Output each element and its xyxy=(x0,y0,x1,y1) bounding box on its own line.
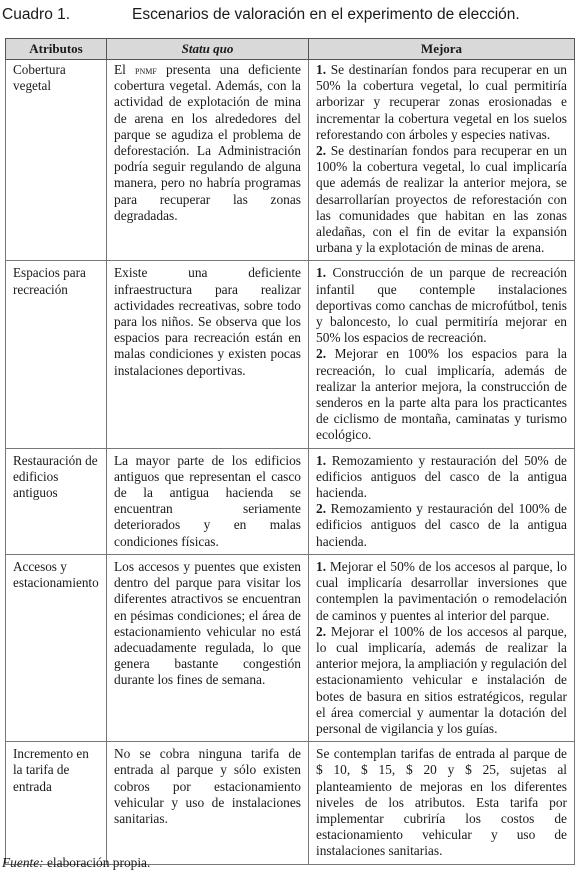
table-row xyxy=(6,554,575,741)
attribute-cell: Restauración de edificios antiguos xyxy=(6,448,107,554)
statu-quo-cell: Los accesos y puentes que existen dentro del parque para visitar los diferentes atractivos se encuentran en pésimas condiciones; el área de estacionamiento vehicular no está adecuadamente regulada, lo que genera bastante congestión durante los fines de semana. xyxy=(107,554,309,741)
source-text: elaboración propia. xyxy=(43,855,151,870)
attribute-cell: Cobertura vegetal xyxy=(6,60,107,261)
statu-quo-cell: La mayor parte de los edificios antiguos que representan el casco de la antigua hacienda se encuentran seriamente deteriorados y en malas condiciones físicas. xyxy=(107,448,309,554)
header-atributos: Atributos xyxy=(6,39,107,60)
statu-quo-cell: El pnmf presenta una deficiente cobertura vegetal. Además, con la actividad de explotación de mina de arena en los alrededores del parque se agudiza el problema de deforestación. La Administración podría seguir regulando de alguna manera, pero no habría programas para recuperar las zonas degradadas. xyxy=(107,60,309,261)
attribute-cell: Accesos y estacionamiento xyxy=(6,554,107,741)
table-header-row xyxy=(6,39,575,60)
caption-title: Escenarios de valoración en el experimento de elección. xyxy=(132,6,520,23)
pnmf-abbr: pnmf xyxy=(135,63,157,77)
caption-label: Cuadro 1. xyxy=(2,6,71,23)
mejora-cell xyxy=(309,261,575,448)
mejora-item: 2. Se destinarían fondos para recuperar en un 100% la cobertura vegetal, lo cual implicaría que además de realizar la anterior mejora, se desarrollarían proyectos de reforestación con las comunidades que habitan en las zonas aledañas, con el fin de evitar la expansión urbana y la explotación de minas de arena. xyxy=(316,143,567,256)
header-statu-quo: Statu quo xyxy=(107,39,309,60)
attribute-cell: Espacios para recreación xyxy=(6,261,107,448)
mejora-cell xyxy=(309,554,575,741)
attribute-cell: Incremento en la tarifa de entrada xyxy=(6,742,107,864)
header-mejora: Mejora xyxy=(309,39,575,60)
mejora-item: 1. Construcción de un parque de recreación infantil que contemple instalaciones deportivas como canchas de microfútbol, tenis y baloncesto, lo cual permitiría mejorar en 50% los espacios de recreación. xyxy=(316,265,567,346)
statu-quo-cell: Existe una deficiente infraestructura para realizar actividades recreativas, sobre todo para los niños. Se observa que los espacios para recreación están en malas condiciones y existen pocas instalaciones deportivas. xyxy=(107,261,309,448)
source-note xyxy=(2,855,150,871)
table-row xyxy=(6,60,575,261)
mejora-item: 2. Mejorar el 100% de los accesos al parque, lo cual implicaría, además de realizar la anterior mejora, la ampliación y regulación del estacionamiento vehicular e instalación de botes de basura en sitios estratégicos, regular el área comercial y aumentar la dotación del personal de vigilancia y los guías. xyxy=(316,623,567,736)
table-caption xyxy=(2,4,578,26)
mejora-item: 1. Se destinarían fondos para recuperar en un 50% la cobertura vegetal, lo cual permitiría arborizar y recuperar zonas erosionadas e incrementar la cobertura vegetal en los suelos reforestando con árboles y especies nativas. xyxy=(316,62,567,142)
table-row xyxy=(6,742,575,864)
mejora-cell: Se contemplan tarifas de entrada al parque de $ 10, $ 15, $ 20 y $ 25, sujetas al planteamiento de mejoras en los diferentes niveles de los atributos. Esta tarifa por implementar cubriría los costos de estacionamiento vehicular y uso de instalaciones sanitarias. xyxy=(309,742,575,864)
table-row xyxy=(6,448,575,554)
mejora-cell xyxy=(309,60,575,261)
valuation-scenarios-table xyxy=(5,38,575,865)
mejora-item: 1. Mejorar el 50% de los accesos al parque, lo cual implicaría desarrollar inversiones que contemplen la pavimentación o remodelación de caminos y puentes al interior del parque. xyxy=(316,558,567,623)
table-row xyxy=(6,261,575,448)
statu-quo-cell: No se cobra ninguna tarifa de entrada al parque y sólo existen cobros por estacionamiento vehicular y uso de instalaciones sanitarias. xyxy=(107,742,309,864)
source-label: Fuente: xyxy=(2,855,44,870)
mejora-cell xyxy=(309,448,575,554)
mejora-item: 2. Mejorar en 100% los espacios para la recreación, lo cual implicaría, además de realizar la anterior mejora, la construcción de senderos en la parte alta para los practicantes de ciclismo de montaña, caminatas y turismo ecológico. xyxy=(316,346,567,443)
mejora-item: 1. Remozamiento y restauración del 50% de edificios antiguos del casco de la antigua hacienda. xyxy=(316,452,567,501)
mejora-item: 2. Remozamiento y restauración del 100% de edificios antiguos del casco de la antigua hacienda. xyxy=(316,501,567,549)
